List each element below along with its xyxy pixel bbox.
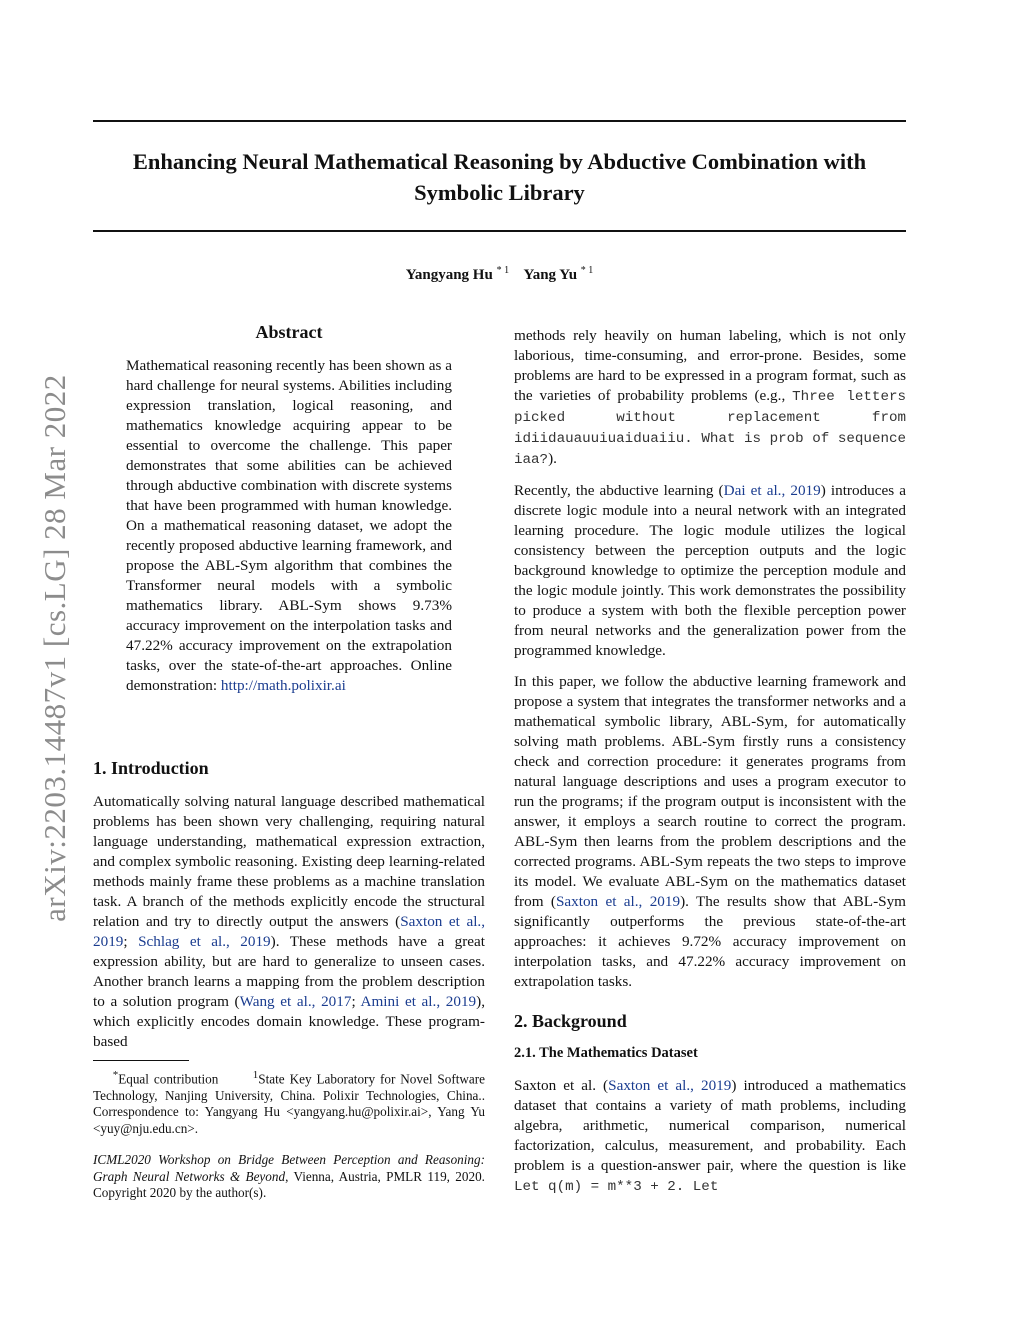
intro-text-2: ). These methods have a great expression ability, but are hard to generalize to unseen cases. Another branch learns a mapping from the problem description to a solution program ( <box>93 933 485 1010</box>
intro-paragraph <box>93 792 485 1052</box>
footnote-equal: Equal contribution <box>118 1071 219 1087</box>
citation-saxton[interactable]: Saxton et al., 2019 <box>555 893 681 910</box>
paragraph-abductive <box>514 481 906 661</box>
citation-wang[interactable]: Wang et al., 2017 <box>239 993 352 1010</box>
para1-text: methods rely heavily on human labeling, which is not only laborious, time-consuming, and error-prone. Besides, some problems are hard to be expressed in a program format, such as the varieties of probability problems (e.g., <box>514 327 906 404</box>
dataset-subheading: 2.1. The Mathematics Dataset <box>514 1045 698 1061</box>
venue-details: , Vienna, Austria, PMLR 119, 2020. Copyright 2020 by the author(s). <box>93 1168 485 1200</box>
title-line-1: Enhancing Neural Mathematical Reasoning by Abductive Combination with <box>132 149 867 174</box>
intro-text-3: ), which explicitly encodes domain knowledge. These program-based <box>93 993 485 1050</box>
author-1-affil: * 1 <box>496 265 510 276</box>
para4-text-2: ) introduced a mathematics dataset that contains a variety of math problems, including algebra, arithmetic, numerical comparison, numerical factorization, calculus, measurement, and probability. Each problem is a question-answer pair, where the question is like <box>514 1077 907 1174</box>
para2-text-2: ) introduces a discrete logic module into a neural network with an integrated learning procedure. The logic module utilizes the logical consistency between the perception outputs and the logic background knowledge to optimize the perception module and the logic module jointly. This work demonstrates the possibility to produce a system with both the flexible perception power from neural networks and the generalization power from the programmed knowledge. <box>514 482 906 659</box>
intro-heading: 1. Introduction <box>93 758 209 778</box>
footnote-venue <box>93 1152 485 1202</box>
footnote-rule <box>93 1060 189 1061</box>
citation-amini[interactable]: Amini et al., 2019 <box>360 993 477 1010</box>
title-bottom-rule <box>93 230 906 232</box>
abstract-body <box>126 356 452 696</box>
author-1-name: Yangyang Hu <box>405 267 493 283</box>
title-line-2: Symbolic Library <box>414 180 585 205</box>
para2-text: Recently, the abductive learning ( <box>514 482 724 499</box>
arxiv-stamp <box>30 350 70 940</box>
venue-name: ICML2020 Workshop on Bridge Between Perception and Reasoning: Graph Neural Networks & Beyond <box>93 1152 485 1184</box>
citation-dai[interactable]: Dai et al., 2019 <box>723 482 821 499</box>
abstract-text: Mathematical reasoning recently has been shown as a hard challenge for neural systems. Abilities including expression translation, logical reasoning, and mathematics knowledge acquiring appear to be essential to overcome the challenge. This paper demonstrates that some abilities can be achieved through abductive combination with discrete systems that have been programmed with human knowledge. On a mathematical reasoning dataset, we adopt the recently proposed abductive learning framework, and propose the ABL-Sym algorithm that combines the Transformer neural models with a symbolic mathematics library. ABL-Sym shows 9.73% accuracy improvement on the interpolation tasks and 47.22% accuracy improvement on the extrapolation tasks, over the state-of-the-art approaches. Online demonstration: <box>126 357 452 694</box>
footnote-affiliations: *Equal contribution $^1$State Key Laboratory for Novel Software Technology, Nanjing University, China. Polixir Technologies, China.. Correspondence to: Yangyang Hu <yangyang.hu@polixir.ai>, Yang Yu <yuy@nju.edu.cn>. <box>93 1069 486 1136</box>
citation-schlag[interactable]: Schlag et al., 2019 <box>138 933 271 950</box>
question-example-code: Let q(m) = m**3 + 2. Let <box>514 1179 719 1195</box>
para3-text: In this paper, we follow the abductive learning framework and propose a system that integrates the transformer networks and a mathematical symbolic library, ABL-Sym, for automatically solving math problems. ABL-Sym firstly runs a consistency check and correction procedure: it generates programs from natural language descriptions and uses a program executor to run the programs; if the program output is inconsistent with the answer, it employs a search routine to correct the program. ABL-Sym then learns from the problem descriptions and the corrected programs. ABL-Sym repeats the two steps to improve its model. We evaluate ABL-Sym on the mathematics dataset from ( <box>514 673 906 910</box>
citation-separator: ; <box>123 933 139 950</box>
para3-text-2: ). The results show that ABL-Sym significantly outperforms the previous state-of-the-art approaches: it achieves 9.72% accuracy improvement on interpolation tasks, and 47.22% accuracy improvement on extrapolation tasks. <box>514 893 906 990</box>
paper-title <box>93 146 906 208</box>
author-2-affil: * 1 <box>580 265 594 276</box>
paragraph-program-based <box>514 326 906 470</box>
abstract-heading: Abstract <box>255 322 323 342</box>
author-list <box>93 265 906 284</box>
para1-end: ). <box>548 450 557 467</box>
para4-text: Saxton et al. ( <box>514 1077 609 1094</box>
title-top-rule <box>93 120 906 122</box>
citation-saxton[interactable]: Saxton et al., 2019 <box>608 1077 732 1094</box>
author-2-name: Yang Yu <box>523 267 578 283</box>
paragraph-this-paper <box>514 672 906 992</box>
demo-link[interactable]: http://math.polixir.ai <box>220 677 346 694</box>
citation-separator: ; <box>351 993 361 1010</box>
background-heading: 2. Background <box>514 1011 627 1031</box>
footnote-affil-text: State Key Laboratory for Novel Software Technology, Nanjing University, China. Polixir Technologies, China.. Correspondence to: Yangyang Hu <yangyang.hu@polixir.ai>, Yang Yu <yuy@nju.edu.cn>. <box>93 1071 486 1136</box>
probability-example-code: Three letters picked without replacement from idiidauauuiuaiduaiiu. What is prob of sequence iaa? <box>514 389 906 468</box>
paragraph-dataset <box>514 1076 906 1197</box>
citation-saxton[interactable]: Saxton et al., 2019 <box>93 913 486 950</box>
right-column <box>514 326 906 1003</box>
intro-text-1: Automatically solving natural language described mathematical problems has been shown very challenging, requiring natural language understanding, mathematical expression extraction, and complex symbolic reasoning. Existing deep learning-related methods mainly frame these problems as a machine translation task. A branch of the methods explicitly encode the structural relation and try to directly output the answers ( <box>93 793 485 930</box>
arxiv-stamp-text: arXiv:2203.14487v1 [cs.LG] 28 Mar 2022 <box>37 374 72 922</box>
